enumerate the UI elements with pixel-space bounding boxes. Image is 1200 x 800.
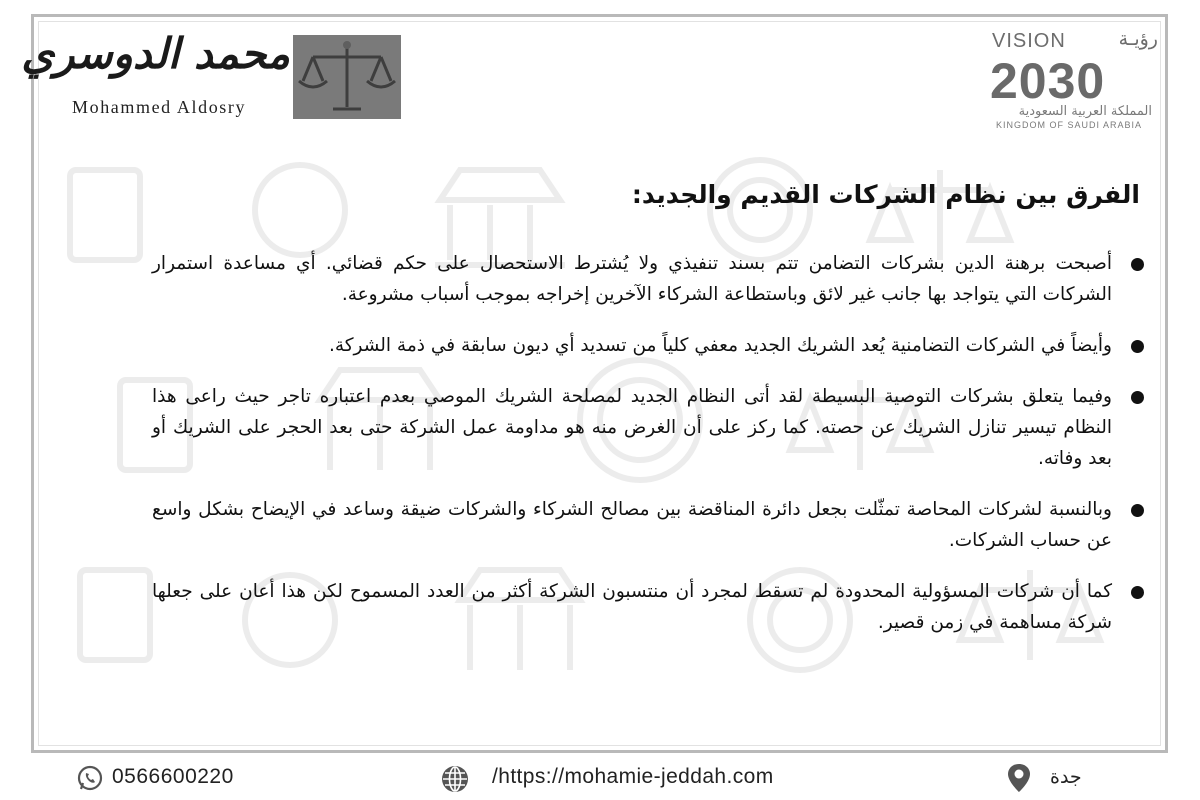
vision-2030-logo bbox=[990, 28, 1160, 133]
globe-icon[interactable] bbox=[440, 764, 470, 794]
point-text: كما أن شركات المسؤولية المحدودة لم تسقط لمجرد أن منتسبون الشركة أكثر من العدد المسموح لكن هذا أعان على جعلها شركة مساهمة في زمن قصير. bbox=[152, 581, 1112, 633]
list-item bbox=[152, 248, 1112, 310]
location-pin-icon bbox=[1004, 762, 1034, 794]
point-text: وبالنسبة لشركات المحاصة تمثّلت بجعل دائرة المناقضة بين مصالح الشركاء والشركات ضيقة وساعد في الإيضاح بشكل واسع عن حساب الشركات. bbox=[152, 499, 1112, 551]
whatsapp-icon[interactable] bbox=[76, 764, 104, 792]
logo-english-name: Mohammed Aldosry bbox=[72, 97, 247, 117]
scale-of-justice-icon bbox=[293, 35, 401, 119]
page-title: الفرق بين نظام الشركات القديم والجديد: bbox=[631, 180, 1140, 209]
points-list bbox=[152, 248, 1112, 658]
list-item bbox=[152, 494, 1112, 556]
point-text: أصبحت برهنة الدين بشركات التضامن تتم بسند تنفيذي ولا يُشترط الاستحصال على حكم قضائي. أي مساعدة استمرار الشركات التي يتواجد بها جانب غير لائق وباستطاعة الشركاء الآخرين إخراجه بموجب أسباب مشروعة. bbox=[152, 253, 1112, 305]
point-text: وأيضاً في الشركات التضامنية يُعد الشريك الجديد معفي كلياً من تسديد أي ديون سابقة في ذمة الشركة. bbox=[328, 335, 1112, 356]
phone-number[interactable]: 0566600220 bbox=[112, 765, 234, 788]
vision-year: 2030 bbox=[990, 53, 1106, 109]
bullet-icon bbox=[1131, 391, 1144, 404]
brand-logo bbox=[21, 29, 405, 121]
website-link[interactable]: /https://mohamie-jeddah.com bbox=[492, 765, 774, 788]
bullet-icon bbox=[1131, 340, 1144, 353]
list-item bbox=[152, 576, 1112, 638]
footer bbox=[0, 760, 1200, 800]
point-text: وفيما يتعلق بشركات التوصية البسيطة لقد أتى النظام الجديد لمصلحة الشريك الموصي بعدم اعتباره تاجر حيث راعى هذا النظام تيسير تنازل الشريك عن حصته. كما ركز على أن الغرض منه هو مداومة عمل الشركة حتى بعد الحجر على الشريك أو بعد وفاته. bbox=[152, 386, 1112, 469]
bullet-icon bbox=[1131, 258, 1144, 271]
list-item bbox=[152, 381, 1112, 474]
bullet-icon bbox=[1131, 586, 1144, 599]
kingdom-english: KINGDOM OF SAUDI ARABIA bbox=[996, 120, 1143, 130]
kingdom-arabic: المملكة العربية السعودية bbox=[1018, 104, 1152, 119]
bullet-icon bbox=[1131, 504, 1144, 517]
list-item bbox=[152, 330, 1112, 361]
logo-arabic-name: محمد الدوسري bbox=[21, 29, 290, 78]
vision-label: VISION bbox=[992, 30, 1066, 52]
city-label: جدة bbox=[1050, 766, 1082, 788]
vision-arabic-label: رؤيـة bbox=[1118, 28, 1158, 50]
